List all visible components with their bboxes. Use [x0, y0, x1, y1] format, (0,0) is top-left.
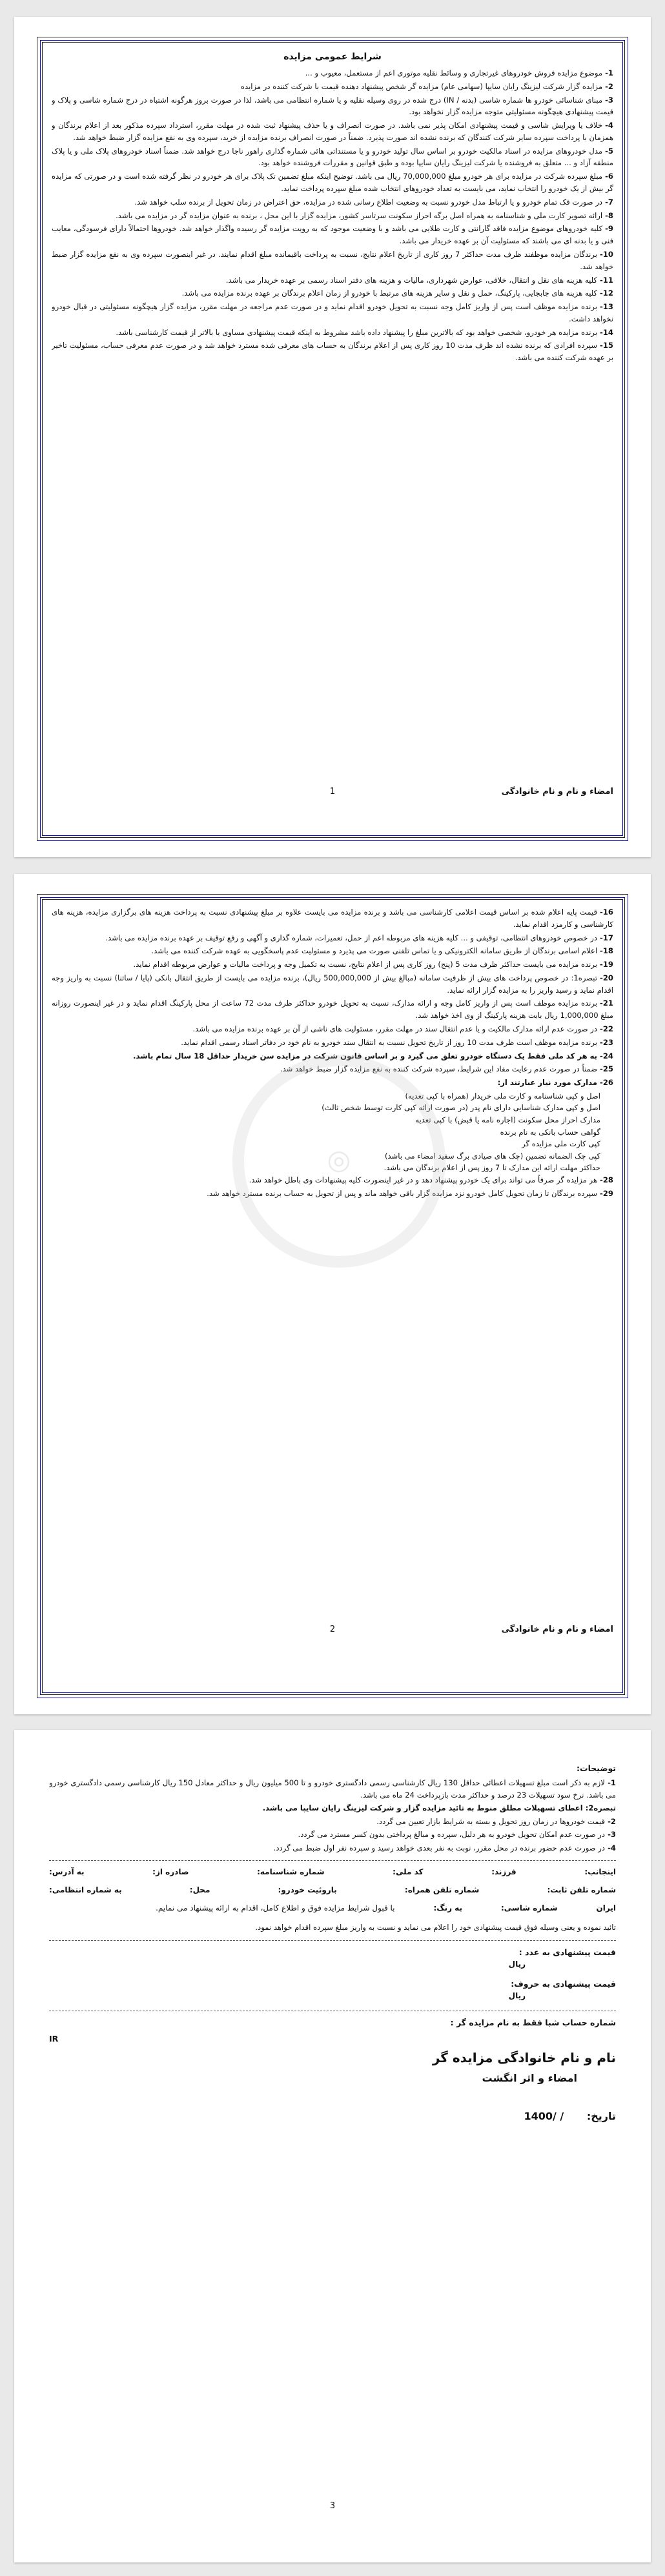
term-text: برنده مزایده موظف است ظرف مدت 10 روز از تاریخ تحویل نسبت به انتقال سند خودرو به نام خود در دفاتر اسناد رسمی اقدام نماید. — [181, 1037, 598, 1047]
term-item — [52, 301, 613, 325]
term-number: 29- — [600, 1188, 613, 1198]
acceptance-text: با قبول شرایط مزایده فوق و اطلاع کامل، اقدام به ارائه پیشنهاد می نمایم. — [156, 1903, 395, 1913]
term-text: برنده مزایده می بایست حداکثر ظرف مدت 5 (پنج) روز کاری پس از اعلام نتایج، نسبت به تکمیل وجه و پرداخت مالیات و عوارض مربوطه اقدام نماید. — [133, 960, 598, 969]
applicant-row-3 — [49, 1903, 616, 1912]
date-label: تاریخ: — [586, 2109, 616, 2122]
term-number: 10- — [600, 249, 613, 259]
page-body — [40, 1753, 625, 2543]
note-3: 3- در صورت عدم امکان تحویل خودرو به هر دلیل، سپرده و مبالغ پرداختی بدون کسر مسترد می گردد. — [298, 1830, 616, 1840]
term-number: 28- — [600, 1175, 613, 1184]
term-item — [52, 170, 613, 195]
location-field[interactable]: محل: — [189, 1885, 210, 1895]
address-field[interactable]: به آدرس: — [49, 1867, 85, 1877]
term-number: 6- — [605, 172, 613, 181]
page-border — [40, 897, 625, 1695]
term-text: کلیه هزینه های نقل و انتقال، خلافی، عوارض شهرداری، مالیات و هزینه های دفتر اسناد رسمی بر عهده خریدار می باشد. — [225, 275, 598, 285]
plate-number-field[interactable]: به شماره انتظامی: — [49, 1885, 122, 1895]
applicant-label: اینجانب: — [584, 1867, 616, 1877]
term-number: 26- — [600, 1078, 613, 1088]
term-item — [52, 119, 613, 144]
required-document-item: کپی کارت ملی مزایده گر — [522, 1139, 600, 1149]
term-text: کلیه خودروهای موضوع مزایده فاقد گارانتی و کارت طلایی می باشد و با وضعیت موجود که به رویت مزایده گر رسیده واگذار خواهد شد. خودروها احتمالاً دارای فرسودگی، معایب فنی و یا بدنه ای می باشند که مسئولیت آن بر عهده خریدار می باشد. — [52, 224, 613, 246]
terms-list — [52, 67, 613, 364]
term-number: 22- — [600, 1024, 613, 1034]
term-text: برنده مزایده موظف است پس از واریز کامل وجه نسبت به تحویل خودرو اقدام نماید و در صورت عدم مراجعه در مهلت مقرر، مزایده گزار هیچگونه مسئولیتی در قبال خودرو نخواهد داشت. — [52, 302, 613, 323]
term-text: در خصوص خودروهای انتظامی، توقیفی و ... کلیه هزینه های مربوطه اعم از حمل، تعمیرات، شماره گذاری و آگهی و رفع توقیف بر عهده برنده مزایده می باشد. — [105, 933, 598, 942]
term-text: تبصره1: در خصوص پرداخت های بیش از ظرفیت سامانه (مبالغ بیش از 500,000,000 ریال)، برنده مزایده می بایست از طریق انتقال بانکی (پایا / ساتنا) نسبت به واریز وجه اقدام نماید و رسید واریز را به مزایده گزار ارائه نماید. — [52, 973, 613, 995]
father-name-field[interactable]: فرزند: — [491, 1867, 517, 1877]
term-text: مدل خودروهای مزایده در اسناد مالکیت خودرو بر اساس سال تولید خودرو و یا مستنداتی هائی شماره گذاری راهور ناجا درج خواهد شد. ضمناً اسناد خودروهای پلاک ملی و یا پلاک منطقه آزاد و ... متعلق به فروشنده یا شرکت لیزینگ رایان سایپا بوده و طبق قوانین و مقررات فروشنده خواهد بود. — [52, 146, 613, 168]
note-2: 2- قیمت خودروها در زمان روز تحویل و بسته به شرایط بازار تعیین می گردد. — [376, 1816, 616, 1826]
term-number: 13- — [600, 302, 613, 312]
offer-number-unit[interactable]: ریال — [508, 1959, 526, 1969]
date-row — [49, 2110, 616, 2122]
offer-words-label: قیمت پیشنهادی به حروف: — [511, 1978, 616, 1989]
term-text: سپرده افرادی که برنده نشده اند ظرف مدت 10 روز کاری پس از اعلام برندگان به حساب های معرفی شده مسترد خواهد شد و در صورت عدم معرفی حساب، مسئولیت تاخیر بر عهده شرکت کننده می باشد. — [52, 341, 613, 363]
term-number: 17- — [600, 933, 613, 942]
term-item — [52, 906, 613, 931]
term-text: خلاف یا ویرایش شاسی و قیمت پیشنهادی امکان پذیر نمی باشد. در صورت انصراف و یا حذف پیشنهاد ثبت شده در مهلت مقرر، استرداد سپرده مذکور بعد از اعلام برندگان و همزمان با پرداخت سپرده سایر شرکت کنندگان که برنده نشده اند صورت پذیرد. ضمناً در صورت انصراف برنده مزایده از خرید، سپرده وی به نفع مزایده گزار ضبط خواهد شد. — [52, 121, 613, 142]
term-item — [52, 958, 613, 971]
term-number: 5- — [605, 146, 613, 156]
bidder-name-heading: نام و نام خانوادگی مزایده گر — [432, 2049, 616, 2065]
term-number: 25- — [600, 1064, 613, 1074]
term-number: 1- — [605, 68, 613, 77]
term-text: ارائه تصویر کارت ملی و شناسنامه به همراه اصل برگه احراز سکونت سرتاسر کشور، مزایده گزار با این محل ، برنده به عنوان مزایده گر در مزایده می باشد. — [116, 210, 603, 220]
mobile-field[interactable]: شماره تلفن همراه: — [404, 1885, 480, 1895]
applicant-row-2 — [49, 1885, 616, 1894]
term-text: اعلام اسامی برندگان از طریق سامانه الکترونیکی و یا تماس تلفنی صورت می پذیرد و مسئولیت عدم پاسخگویی به عهده شرکت کننده می باشد. — [151, 946, 598, 956]
term-item — [52, 145, 613, 170]
term-text: سپرده برندگان تا زمان تحویل کامل خودرو نزد مزایده گزار باقی خواهد ماند و پس از تحویل به حساب برنده مسترد خواهد شد. — [207, 1188, 598, 1198]
term-number: 12- — [600, 289, 613, 298]
required-document-item: گواهی حساب بانکی به نام برنده — [500, 1127, 600, 1137]
term-item — [52, 223, 613, 247]
term-text: برندگان مزایده موظفند ظرف مدت حداکثر 7 روز کاری از تاریخ اعلام نتایج، نسبت به پرداخت باقیمانده مبلغ اقدام نمایند. در غیر اینصورت سپرده وی به نفع مزایده گزار ضبط خواهد شد. — [52, 249, 613, 271]
term-number: 24- — [600, 1051, 613, 1060]
term-item — [52, 972, 613, 997]
term-item — [52, 945, 613, 957]
term-item — [52, 196, 613, 208]
required-document-item: مدارک احراز محل سکونت (اجاره نامه یا قبض) با کپی تعدیه — [415, 1115, 600, 1125]
term-number: 19- — [600, 960, 613, 969]
term-number: 11- — [600, 275, 613, 285]
required-document-item: حداکثر مهلت ارائه این مدارک تا 7 روز پس از اعلام برندگان می باشد. — [384, 1163, 600, 1173]
term-item — [52, 1037, 613, 1049]
term-number: 4- — [605, 121, 613, 130]
term-text: در صورت فک تمام خودرو و یا ارتباط مدل خودرو نسبت به وضعیت اطلاع رسانی شده در مزایده، حق اعتراض در زمان تحویل از برنده سلب خواهد شد. — [134, 197, 603, 207]
chassis-field[interactable]: شماره شاسی: — [500, 1903, 558, 1913]
page-number: 3 — [329, 2501, 336, 2511]
id-number-field[interactable]: شماره شناسنامه: — [257, 1867, 325, 1877]
vehicle-view-field[interactable]: باروئیت خودرو: — [278, 1885, 337, 1895]
color-field[interactable]: به رنگ: — [433, 1903, 462, 1913]
required-document-item: کپی چک الضمانه تضمین (چک های صیادی برگ سفید امضاء می باشد) — [384, 1151, 600, 1161]
page-1 — [14, 17, 651, 857]
term-item — [52, 932, 613, 944]
required-document-item: اصل و کپی شناسنامه و کارت ملی خریدار (همراه با کپی تعدیه) — [405, 1091, 600, 1100]
landline-field[interactable]: شماره تلفن ثابت: — [547, 1885, 616, 1895]
term-item — [52, 81, 613, 93]
iban-label: شماره حساب شبا فقط به نام مزایده گر : — [450, 2017, 616, 2027]
term-item — [52, 94, 613, 119]
watermark-seal: ◎ — [232, 1055, 445, 1268]
page-border — [40, 40, 625, 838]
term-item — [52, 327, 613, 339]
term-text: به هر کد ملی فقط یک دستگاه خودرو تعلق می گیرد و بر اساس قانون شرکت در مزایده سن خریدار حداقل 18 سال تمام باشد. — [133, 1051, 598, 1060]
term-number: 18- — [600, 946, 613, 956]
term-number: 15- — [600, 341, 613, 350]
term-item — [52, 997, 613, 1022]
term-text: برنده مزایده هر خودرو، شخصی خواهد بود که بالاترین مبلغ را پیشنهاد داده باشد مشروط به اینکه قیمت پیشنهادی مساوی یا بالاتر از قیمت کارشناسی باشد. — [116, 327, 598, 337]
required-document-item: اصل و کپی مدارک شناسایی دارای نام پدر (در صورت ارائه کپی کارت توسط شخص ثالث) — [322, 1103, 600, 1113]
term-item — [52, 274, 613, 287]
page-3 — [14, 1730, 651, 2562]
term-text: مبنای شناسائی خودرو ها شماره شاسی (بدنه / IN) درج شده در روی وسیله نقلیه و یا شماره انتظامی می باشد، لذا در صورت بروز هرگونه اشتباه در درج شماره شاسی و پلاک و قیمت پیشنهادی هیچگونه مسئولیتی متوجه مزایده گزار نخواهد بود. — [52, 95, 613, 117]
note-4: 4- در صورت عدم حضور برنده در محل مقرر، نوبت به نفر بعدی خواهد رسید و سپرده نفر اول ضبط می گردد. — [273, 1843, 616, 1852]
term-item — [52, 67, 613, 79]
country-label: ایران — [596, 1903, 616, 1913]
divider — [49, 1860, 616, 1861]
term-number: 20- — [600, 973, 613, 982]
term-number: 9- — [605, 224, 613, 234]
term-text: کلیه هزینه های جابجایی، پارکینگ، حمل و نقل و سایر هزینه های مرتبط با خودرو از زمان اعلام برندگان بر عهده برنده مزایده می باشد. — [181, 289, 598, 298]
notes-title: توضیحات: — [577, 1763, 616, 1773]
term-item — [52, 287, 613, 299]
term-text: ضمناً در صورت عدم رعایت مفاد این شرایط، سپرده شرکت کننده به نفع مزایده گزار ضبط خواهد شد. — [280, 1064, 598, 1074]
term-number: 14- — [600, 327, 613, 337]
term-item — [52, 340, 613, 364]
term-number: 7- — [605, 197, 613, 207]
note-1: 1- لازم به ذکر است مبلغ تسهیلات اعطائی حداقل 130 ریال کارشناسی رسمی دادگستری خودرو و تا 500 میلیون ریال و حداکثر معادل 150 ریال کارشناسی رسمی دادگستری خودرو می باشد. نرخ سود تسهیلات 23 درصد و حداکثر مدت بازپرداخت 24 ماه می باشد. — [49, 1778, 616, 1800]
pledge-text: تائید نموده و یعنی وسیله فوق قیمت پیشنهادی خود را اعلام می نماید و نسبت به واریز مبلغ سپرده اقدام خواهد نمود. — [255, 1923, 616, 1932]
page-title: شرایط عمومی مزایده — [283, 52, 382, 62]
term-item — [52, 210, 613, 222]
term-text: در صورت عدم ارائه مدارک مالکیت و یا عدم انتقال سند در مهلت مقرر، مسئولیت های ناشی از آن بر عهده برنده مزایده می باشد. — [192, 1024, 598, 1034]
term-text: مدارک مورد نیاز عبارتند از: — [497, 1078, 598, 1088]
offer-words-unit[interactable]: ریال — [508, 1991, 526, 2000]
term-text: موضوع مزایده فروش خودروهای غیرتجاری و وسائط نقلیه موتوری اعم از مستعمل، معیوب و ... — [305, 68, 603, 77]
term-number: 8- — [605, 210, 613, 220]
page-2 — [14, 874, 651, 1714]
term-number: 3- — [605, 95, 613, 105]
page-number: 1 — [329, 787, 336, 796]
applicant-row-1 — [49, 1867, 616, 1876]
page-number: 2 — [329, 1625, 336, 1634]
issued-from-field[interactable]: صادره از: — [152, 1867, 189, 1877]
term-text: مزایده گزار شرکت لیزینگ رایان سایپا (سهامی عام) مزایده گر شخص پیشنهاد دهنده قیمت با شرکت کننده در مزایده — [240, 81, 603, 91]
term-item — [52, 1023, 613, 1035]
term-text: مبلغ سپرده شرکت در مزایده برای هر خودرو مبلغ 70,000,000 ریال می باشد. توضیح اینکه مبلغ تضمین تک پلاک برای هر خودرو در نظر گرفته شده است و در صورتی که مزایده گر بیش از یک خودرو را انتخاب نماید، می بایست به تعداد خودروهای انتخاب شده مبلغ سپرده پرداخت نماید. — [52, 172, 613, 194]
term-text: قیمت پایه اعلام شده بر اساس قیمت اعلامی کارشناسی می باشد و برنده مزایده می بایست علاوه بر مبلغ پیشنهادی نسبت به پرداخت هزینه های برگزاری مزایده، هزینه های کارشناسی و کارمزد اقدام نماید. — [52, 908, 613, 929]
term-number: 21- — [600, 999, 613, 1008]
term-text: هر مزایده گر صرفاً می تواند برای یک خودرو پیشنهاد دهد و در غیر اینصورت کلیه پیشنهادات وی باطل خواهد شد. — [249, 1175, 598, 1184]
date-field[interactable]: / /1400 — [524, 2109, 564, 2122]
term-text: برنده مزایده موظف است پس از واریز کامل وجه و ارائه مدارک، نسبت به تحویل خودرو حداکثر ظرف مدت 72 ساعت از محل پارکینگ اقدام نماید و در غیر اینصورت روزانه مبلغ 1,000,000 ریال بابت هزینه پارکینگ از وی اخذ خواهد شد. — [52, 999, 613, 1020]
term-item — [52, 248, 613, 273]
offer-number-label: قیمت پیشنهادی به عدد : — [518, 1947, 616, 1957]
divider — [49, 1940, 616, 1941]
term-number: 23- — [600, 1037, 613, 1047]
signature-heading: امضاء و اثر انگشت — [482, 2071, 577, 2084]
signature-label: امضاء و نام و نام خانوادگی — [501, 1625, 613, 1634]
iban-field[interactable]: IR — [49, 2033, 59, 2044]
term-number: 2- — [605, 81, 613, 91]
note-tabsare: تبصره2: اعطای تسهیلات مطلق منوط به تائید مزایده گزار و شرکت لیزینگ رایان سایپا می باشد. — [262, 1803, 616, 1813]
term-number: 16- — [600, 908, 613, 917]
signature-label: امضاء و نام و نام خانوادگی — [501, 787, 613, 796]
national-code-field[interactable]: کد ملی: — [393, 1867, 424, 1877]
